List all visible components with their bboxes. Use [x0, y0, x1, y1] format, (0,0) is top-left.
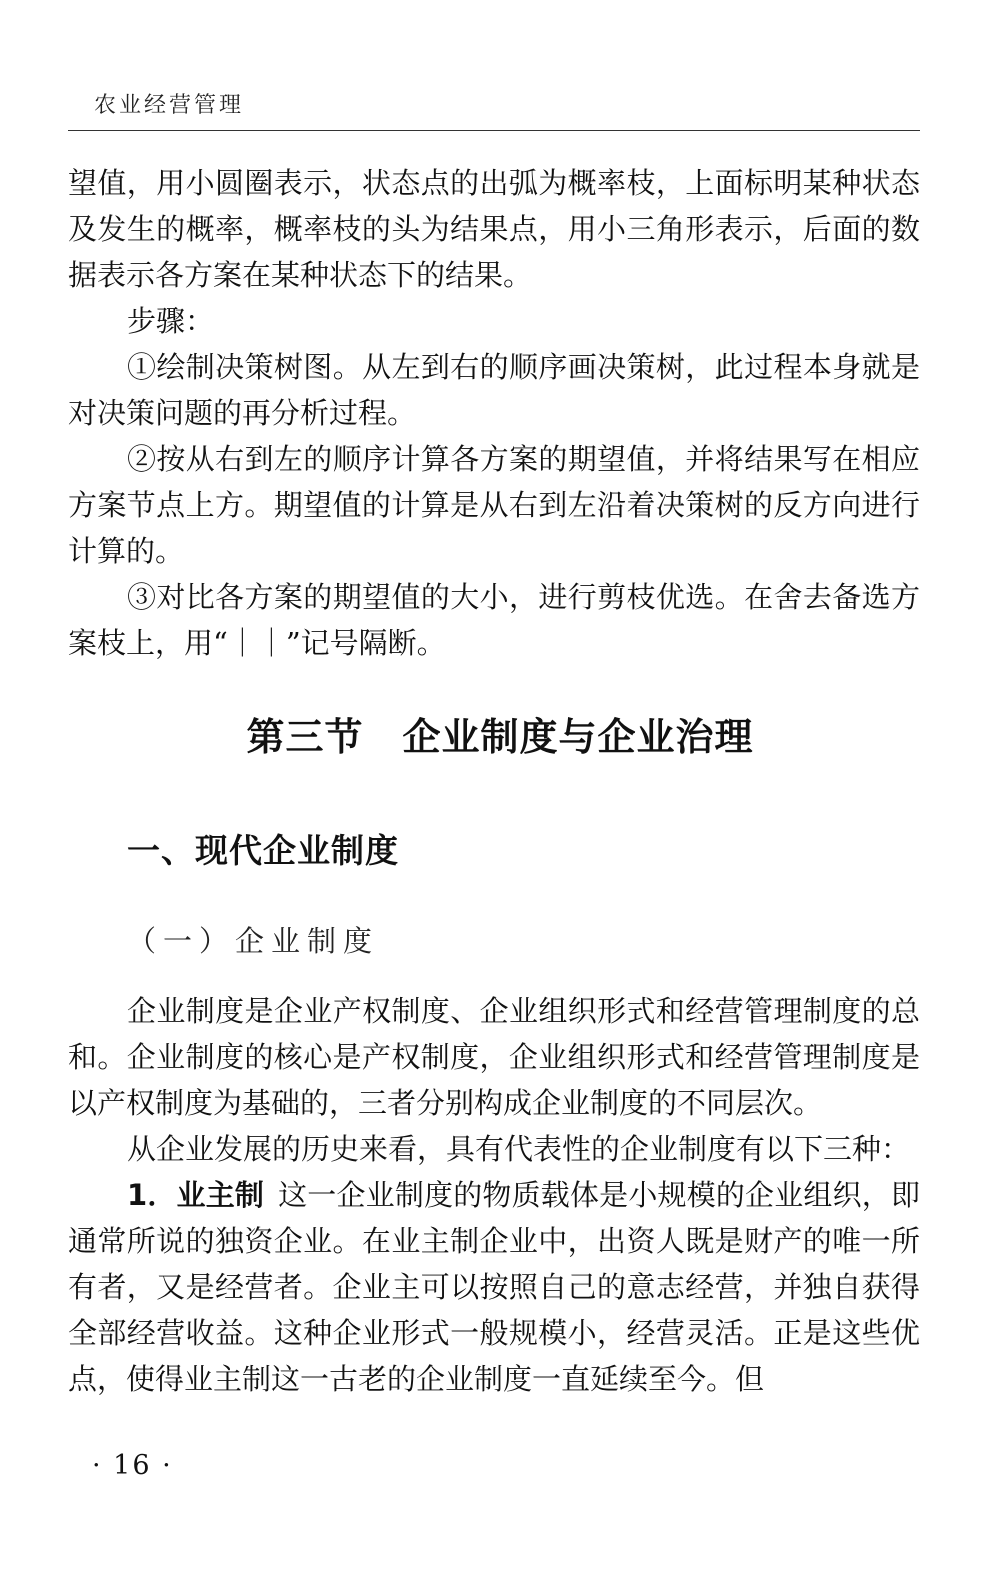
intro-text-block — [68, 160, 920, 666]
intro-paragraph: 望值，用小圆圈表示，状态点的出弧为概率枝，上面标明某种状态及发生的概率，概率枝的头为结果点，用小三角形表示，后面的数据表示各方案在某种状态下的结果。 — [68, 166, 920, 292]
list-item-text: 这一企业制度的物质载体是小规模的企业组织，即通常所说的独资企业。在业主制企业中，出资人既是财产的唯一所有者，又是经营者。企业主可以按照自己的意志经营，并独自获得全部经营收益。这种企业形式一般规模小，经营灵活。正是这些优点，使得业主制这一古老的企业制度一直延续至今。但 — [68, 1178, 920, 1396]
list-item-lead: 1．业主制 — [127, 1178, 265, 1212]
list-item-sole-proprietorship — [68, 1172, 920, 1402]
step-2: ②按从右到左的顺序计算各方案的期望值，并将结果写在相应方案节点上方。期望值的计算是从右到左沿着决策树的反方向进行计算的。 — [68, 442, 920, 568]
step-1: ①绘制决策树图。从左到右的顺序画决策树，此过程本身就是对决策问题的再分析过程。 — [68, 350, 920, 430]
header-rule — [68, 130, 920, 131]
section-title: 第三节 企业制度与企业治理 — [246, 714, 754, 759]
page-number: · 16 · — [92, 1450, 173, 1481]
running-header-title: 农业经营管理 — [94, 93, 245, 118]
body-paragraph-2: 从企业发展的历史来看，具有代表性的企业制度有以下三种： — [127, 1132, 911, 1166]
body-paragraph-1: 企业制度是企业产权制度、企业组织形式和经营管理制度的总和。企业制度的核心是产权制度，企业组织形式和经营管理制度是以产权制度为基础的，三者分别构成企业制度的不同层次。 — [68, 994, 920, 1120]
subheading-enterprise-system: （一）企业制度 — [127, 924, 380, 958]
body-text-block — [68, 988, 920, 1402]
steps-label: 步骤： — [127, 304, 215, 338]
step-3: ③对比各方案的期望值的大小，进行剪枝优选。在舍去备选方案枝上，用“｜｜”记号隔断。 — [68, 580, 920, 660]
heading-modern-enterprise-system: 一、现代企业制度 — [127, 831, 399, 870]
